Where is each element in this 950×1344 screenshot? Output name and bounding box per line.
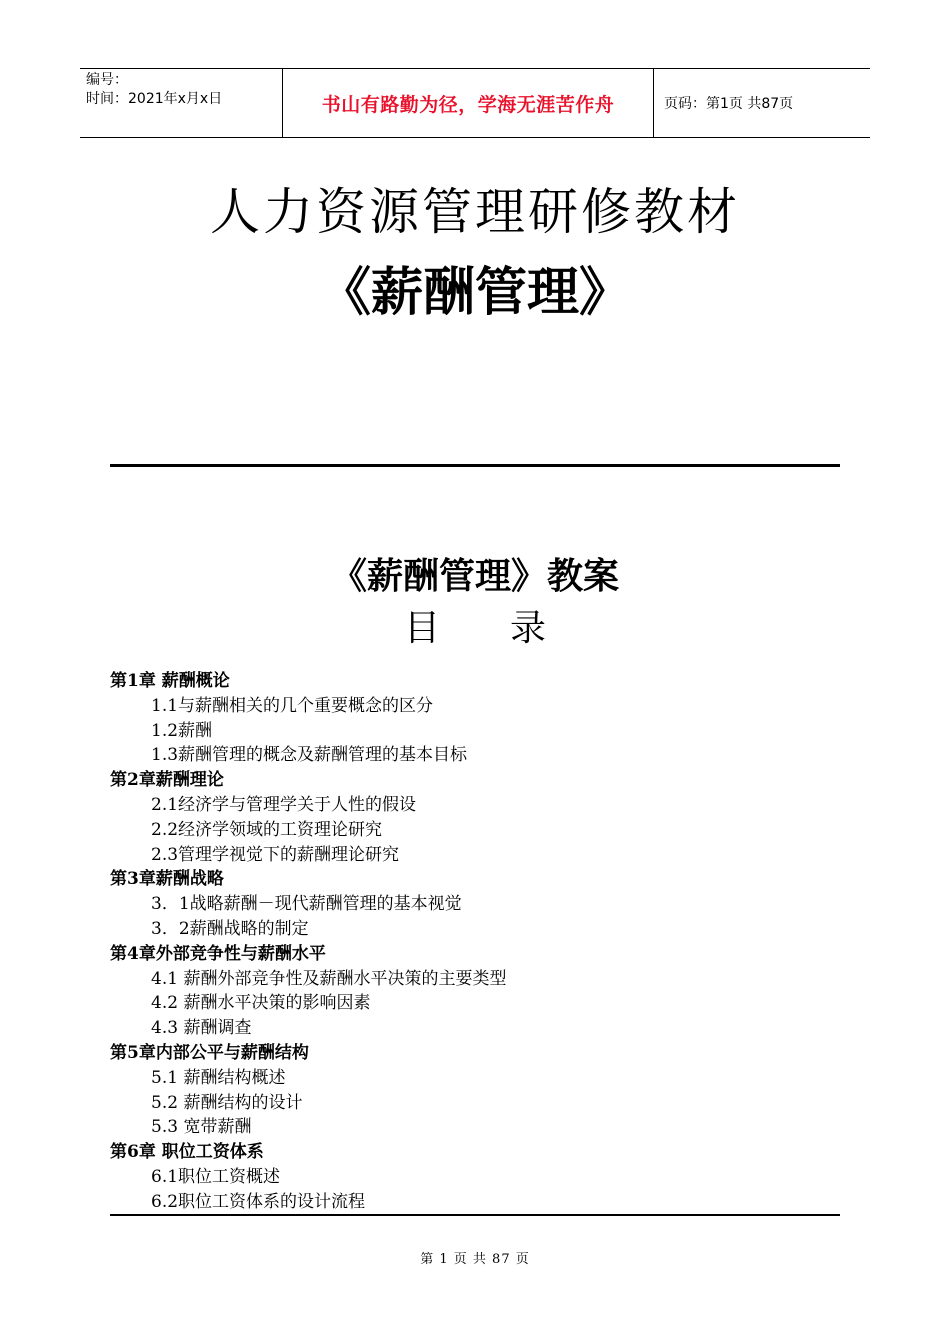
main-title: 人力资源管理研修教材 <box>210 183 740 241</box>
header-motto-cell <box>282 69 654 137</box>
toc-section: 4.3 薪酬调查 <box>151 1018 252 1039</box>
toc-section: 6.1职位工资概述 <box>151 1166 281 1187</box>
toc-section: 2.2经济学领域的工资理论研究 <box>151 819 383 840</box>
toc-chapter: 第3章薪酬战略 <box>110 869 224 890</box>
document-number-label: 编号： <box>86 72 128 88</box>
toc-section: 3．2薪酬战略的制定 <box>151 918 309 939</box>
toc-section: 2.3管理学视觉下的薪酬理论研究 <box>151 844 400 865</box>
header-meta <box>80 69 282 137</box>
toc-section: 4.1 薪酬外部竞争性及薪酬水平决策的主要类型 <box>151 968 507 989</box>
toc-section: 4.2 薪酬水平决策的影响因素 <box>151 993 371 1014</box>
toc-chapter: 第2章薪酬理论 <box>110 770 224 791</box>
toc-section: 5.1 薪酬结构概述 <box>151 1067 286 1088</box>
toc-section: 1.3薪酬管理的概念及薪酬管理的基本目标 <box>151 745 468 766</box>
toc-section: 5.2 薪酬结构的设计 <box>151 1092 303 1113</box>
toc-chapter: 第4章外部竞争性与薪酬水平 <box>110 943 326 964</box>
footer-divider <box>110 1214 840 1216</box>
toc-section: 3．1战略薪酬－现代薪酬管理的基本视觉 <box>151 894 462 915</box>
plan-title: 《薪酬管理》教案 <box>330 555 619 597</box>
toc-section: 1.1与薪酬相关的几个重要概念的区分 <box>151 695 434 716</box>
toc-title: 目录 <box>403 608 616 649</box>
toc-chapter: 第1章 薪酬概论 <box>110 671 230 691</box>
document-time: 时间：2021年x月x日 <box>86 91 223 107</box>
table-of-contents <box>110 669 840 1215</box>
header-motto: 书山有路勤为径，学海无涯苦作舟 <box>321 93 615 116</box>
sub-title: 《薪酬管理》 <box>318 263 631 323</box>
page-footer: 第 1 页 共 87 页 <box>420 1252 530 1267</box>
toc-chapter: 第5章内部公平与薪酬结构 <box>110 1042 309 1063</box>
toc-section: 1.2薪酬 <box>151 720 213 741</box>
divider-line <box>110 464 840 467</box>
header-page-info: 页码：第1页 共87页 <box>664 96 794 112</box>
toc-section: 6.2职位工资体系的设计流程 <box>151 1191 366 1212</box>
toc-chapter: 第6章 职位工资体系 <box>110 1142 264 1163</box>
page-header <box>80 68 870 138</box>
toc-section: 2.1经济学与管理学关于人性的假设 <box>151 794 417 815</box>
toc-section: 5.3 宽带薪酬 <box>151 1117 252 1138</box>
